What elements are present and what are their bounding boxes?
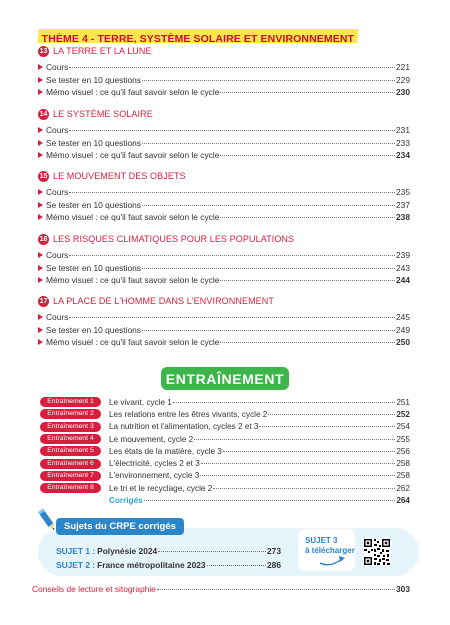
toc-label: Cours: [46, 250, 69, 260]
entrainement-row[interactable]: [40, 470, 410, 482]
dot-leader: [142, 143, 395, 144]
entrainement-row[interactable]: [40, 445, 410, 457]
toc-page-number: 262: [396, 483, 410, 493]
toc-label: La nutrition et l'alimentation, cycles 2 et 3: [109, 422, 259, 432]
toc-page-number: 234: [396, 150, 410, 161]
toc-label: L'environnement, cycle 3: [109, 471, 200, 481]
toc-page-number: 243: [396, 262, 410, 273]
arrow-right-icon: [38, 277, 43, 283]
toc-page-number: 244: [396, 275, 410, 286]
toc-label: Se tester en 10 questions: [46, 137, 141, 148]
dot-leader: [142, 205, 395, 206]
chapter-title[interactable]: LES RISQUES CLIMATIQUES POUR LES POPULATIONS: [53, 234, 295, 244]
chapter-number-badge: 17: [39, 297, 48, 305]
chapter-title[interactable]: LA PLACE DE L'HOMME DANS L'ENVIRONNEMENT: [53, 296, 274, 306]
chapter-14: [38, 107, 410, 162]
dot-leader: [200, 475, 395, 476]
chapter-number-badge: 14: [39, 110, 48, 118]
chapter-17: [38, 294, 410, 349]
toc-page-number: 303: [396, 584, 410, 594]
toc-label: Mémo visuel : ce qu'il faut savoir selon le cycle: [46, 337, 220, 348]
toc-entry[interactable]: [38, 311, 410, 324]
toc-page-number: 254: [396, 422, 410, 432]
toc-entry[interactable]: [38, 186, 410, 199]
entrainement-banner: ENTRAÎNEMENT: [161, 367, 289, 390]
sujet-label: France métropolitaine 2023: [97, 559, 206, 570]
toc-label: Mémo visuel : ce qu'il faut savoir selon le cycle: [46, 150, 220, 161]
toc-entry[interactable]: [38, 324, 410, 337]
chapter-title[interactable]: LE SYSTÈME SOLAIRE: [53, 109, 153, 119]
theme-title: THÈME 4 - TERRE, SYSTÈME SOLAIRE ET ENVIRONNEMENT: [41, 33, 355, 45]
toc-page-number: 239: [396, 250, 410, 260]
toc-entry[interactable]: [38, 149, 410, 162]
dot-leader: [158, 551, 266, 552]
toc-page-number: 252: [396, 409, 410, 419]
toc-page-number: 258: [396, 459, 410, 469]
dot-leader: [259, 426, 395, 427]
arrow-right-icon: [38, 89, 43, 95]
arrow-right-icon: [38, 339, 43, 345]
chapter-number-badge: 13: [39, 47, 48, 55]
entrainement-row[interactable]: [40, 408, 410, 420]
toc-page-number: 286: [267, 559, 281, 570]
toc-page-number: 250: [396, 337, 410, 348]
dot-leader: [223, 451, 395, 452]
toc-label: Le tri et le recyclage, cycle 2: [109, 483, 213, 493]
toc-label: Se tester en 10 questions: [46, 324, 141, 335]
toc-page-number: 255: [396, 434, 410, 444]
dot-leader: [207, 565, 266, 566]
toc-page-number: 258: [396, 471, 410, 481]
chapter-number-badge: 15: [39, 172, 48, 180]
arrow-right-icon: [38, 202, 43, 208]
dot-leader: [220, 155, 395, 156]
entrainement-badge: Entraînement 8: [40, 483, 101, 493]
curved-arrow-icon: [318, 553, 346, 567]
toc-label: Cours: [46, 62, 69, 72]
toc-page-number: 233: [396, 137, 410, 148]
theme-title-banner: [37, 29, 359, 43]
toc-page-number: 273: [267, 546, 281, 556]
toc-page-number: 245: [396, 312, 410, 322]
arrow-right-icon: [38, 265, 43, 271]
toc-entry[interactable]: [38, 199, 410, 212]
toc-page-number: 256: [396, 446, 410, 456]
dot-leader: [220, 217, 395, 218]
dot-leader: [194, 439, 395, 440]
chapter-15: [38, 169, 410, 224]
toc-label: Mémo visuel : ce qu'il faut savoir selon le cycle: [46, 87, 220, 98]
crpe-title-tab: Sujets du CRPE corrigés: [56, 518, 184, 535]
toc-label: Mémo visuel : ce qu'il faut savoir selon le cycle: [46, 275, 220, 286]
toc-entry[interactable]: [38, 61, 410, 74]
arrow-right-icon: [38, 189, 43, 195]
dot-leader: [69, 317, 395, 318]
toc-entry[interactable]: [38, 74, 410, 87]
toc-page-number: 249: [396, 324, 410, 335]
toc-entry[interactable]: [38, 211, 410, 224]
corriges-label: Corrigés: [109, 496, 143, 506]
entrainement-list: [40, 396, 410, 507]
entrainement-badge: Entraînement 1: [40, 397, 101, 407]
arrow-right-icon: [38, 214, 43, 220]
dot-leader: [69, 192, 395, 193]
entrainement-badge: Entraînement 4: [40, 434, 101, 444]
dot-leader: [157, 589, 395, 590]
arrow-right-icon: [38, 64, 43, 70]
toc-entry[interactable]: [38, 137, 410, 150]
dot-leader: [220, 342, 395, 343]
sujet-label: Polynésie 2024: [97, 546, 158, 556]
arrow-right-icon: [38, 314, 43, 320]
toc-label: Cours: [46, 125, 69, 135]
toc-label: L'électricité, cycles 2 et 3: [109, 459, 200, 469]
arrow-right-icon: [38, 127, 43, 133]
toc-label: Cours: [46, 312, 69, 322]
dot-leader: [268, 414, 395, 415]
entrainement-badge: Entraînement 7: [40, 471, 101, 481]
entrainement-row[interactable]: [40, 482, 410, 494]
arrow-right-icon: [38, 77, 43, 83]
entrainement-row[interactable]: [40, 457, 410, 469]
toc-entry[interactable]: [38, 262, 410, 275]
chapter-title[interactable]: LE MOUVEMENT DES OBJETS: [53, 171, 186, 181]
toc-page-number: 251: [396, 397, 410, 407]
toc-page-number: 238: [396, 212, 410, 223]
entrainement-badge: Entraînement 5: [40, 446, 101, 456]
chapter-title[interactable]: LA TERRE ET LA LUNE: [53, 46, 152, 56]
toc-page-number: 230: [396, 87, 410, 98]
toc-page-number: 229: [396, 74, 410, 85]
arrow-right-icon: [38, 140, 43, 146]
dot-leader: [144, 500, 396, 501]
entrainement-badge: Entraînement 6: [40, 459, 101, 469]
dot-leader: [142, 330, 395, 331]
toc-label: Se tester en 10 questions: [46, 74, 141, 85]
toc-label: Mémo visuel : ce qu'il faut savoir selon le cycle: [46, 212, 220, 223]
sujet-entry[interactable]: [56, 546, 281, 560]
toc-label: Le mouvement, cycle 2: [109, 434, 194, 444]
sujet3-line2: à télécharger: [305, 545, 355, 555]
sujet-entry[interactable]: [56, 560, 281, 574]
arrow-right-icon: [38, 252, 43, 258]
dot-leader: [220, 92, 395, 93]
chapter-13: [38, 44, 410, 99]
toc-entry[interactable]: [38, 274, 410, 287]
toc-label: Le vivant, cycle 1: [109, 397, 172, 407]
toc-entry[interactable]: [38, 249, 410, 262]
toc-entry[interactable]: [38, 124, 410, 137]
toc-label: Les relations entre les êtres vivants, cycle 2: [109, 409, 268, 419]
toc-page-number: 264: [396, 496, 410, 506]
qr-code-icon[interactable]: [363, 538, 391, 566]
dot-leader: [142, 80, 395, 81]
footer-entry[interactable]: [32, 584, 410, 594]
dot-leader: [142, 268, 395, 269]
arrow-right-icon: [38, 152, 43, 158]
toc-label: Se tester en 10 questions: [46, 199, 141, 210]
toc-label: Les états de la matière, cycle 3: [109, 446, 222, 456]
sujet-key: SUJET 1 :: [56, 546, 96, 556]
entrainement-row[interactable]: [40, 433, 410, 445]
toc-label: Cours: [46, 187, 69, 197]
toc-label: Se tester en 10 questions: [46, 262, 141, 273]
entrainement-row[interactable]: [40, 396, 410, 408]
dot-leader: [69, 67, 395, 68]
corriges-entry[interactable]: [40, 494, 410, 506]
footer-label: Conseils de lecture et sitographie: [32, 584, 156, 594]
dot-leader: [220, 280, 395, 281]
entrainement-badge: Entraînement 2: [40, 409, 101, 419]
dot-leader: [69, 130, 395, 131]
crpe-sujets-list: [56, 546, 281, 573]
entrainement-row[interactable]: [40, 421, 410, 433]
entrainement-badge: Entraînement 3: [40, 422, 101, 432]
toc-entry[interactable]: [38, 336, 410, 349]
dot-leader: [213, 488, 395, 489]
dot-leader: [201, 463, 396, 464]
sujet3-line1: SUJET 3: [305, 536, 338, 545]
arrow-right-icon: [38, 327, 43, 333]
toc-page-number: 237: [396, 199, 410, 210]
chapter-number-badge: 16: [39, 235, 48, 243]
dot-leader: [173, 402, 396, 403]
toc-page-number: 231: [396, 125, 410, 135]
sujet-key: SUJET 2 :: [56, 559, 96, 570]
dot-leader: [69, 255, 395, 256]
toc-page-number: 235: [396, 187, 410, 197]
toc-page-number: 221: [396, 62, 410, 72]
chapter-16: [38, 232, 410, 287]
toc-entry[interactable]: [38, 86, 410, 99]
